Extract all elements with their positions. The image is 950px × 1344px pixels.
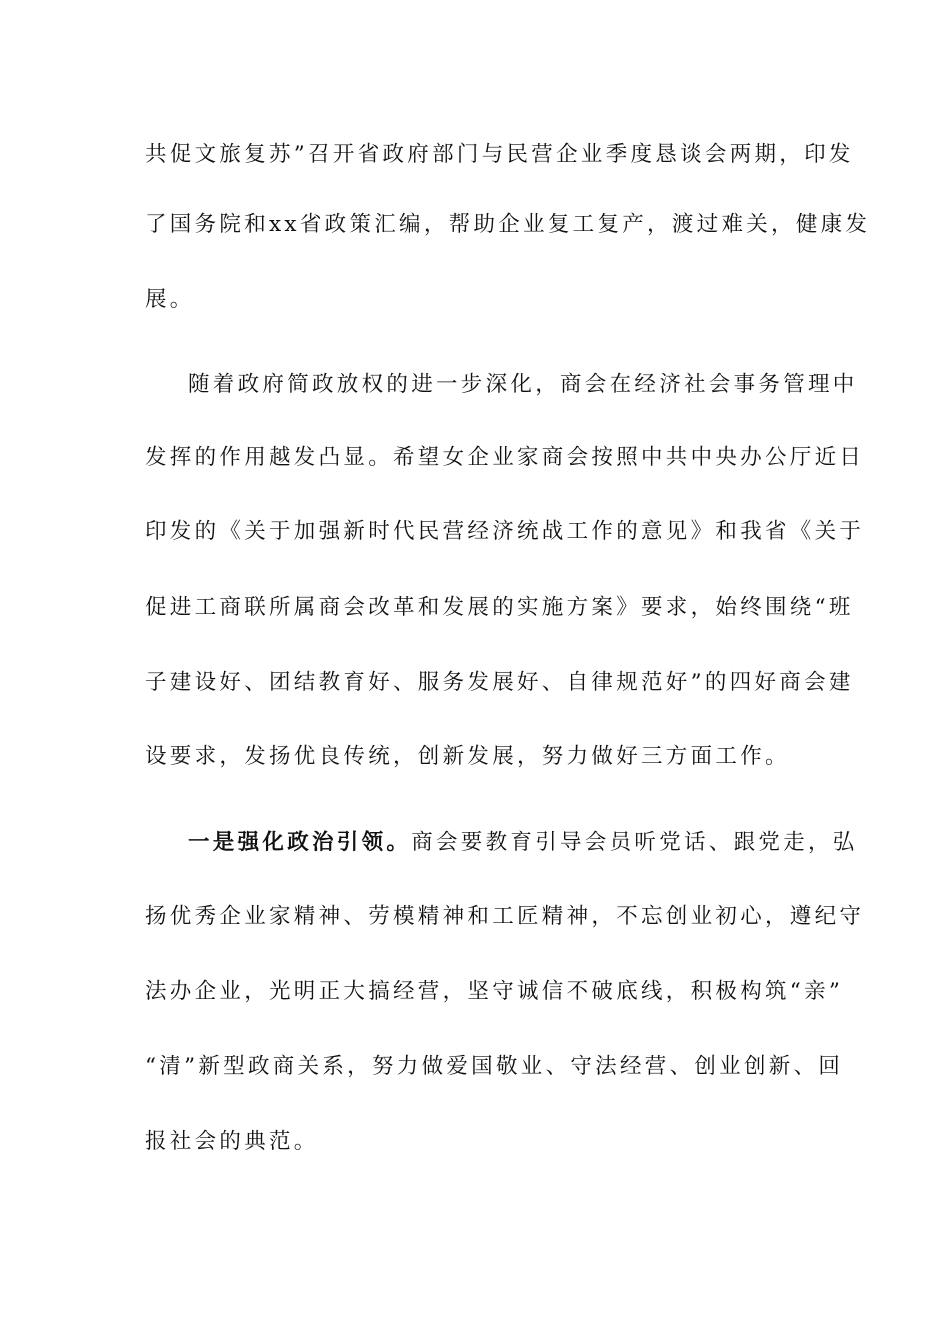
paragraph-2-line-1: 随着政府简政放权的进一步深化，商会在经济社会事务管理中 xyxy=(188,372,858,397)
paragraph-3-line-5: 报社会的典范。 xyxy=(145,1129,319,1154)
paragraph-2-line-6: 设要求，发扬优良传统，创新发展，努力做好三方面工作。 xyxy=(145,744,790,769)
paragraph-1-line-2: 了国务院和xx省政策汇编，帮助企业复工复产，渡过难关，健康发 xyxy=(145,212,871,237)
paragraph-3-lead-text: 商会要教育引导会员听党话、跟党走，弘 xyxy=(411,830,858,855)
paragraph-3-line-2: 扬优秀企业家精神、劳模精神和工匠精神，不忘创业初心，遵纪守 xyxy=(145,904,865,929)
paragraph-3-line-3: 法办企业，光明正大搞经营，坚守诚信不破底线，积极构筑“亲” xyxy=(145,979,844,1004)
paragraph-1-line-1: 共促文旅复苏”召开省政府部门与民营企业季度恳谈会两期，印发 xyxy=(145,142,854,167)
paragraph-2-line-4: 促进工商联所属商会改革和发展的实施方案》要求，始终围绕“班 xyxy=(145,595,854,620)
paragraph-3-line-1 xyxy=(188,828,858,858)
paragraph-2-line-2: 发挥的作用越发凸显。希望女企业家商会按照中共中央办公厅近日 xyxy=(145,445,865,470)
paragraph-2-line-3: 印发的《关于加强新时代民营经济统战工作的意见》和我省《关于 xyxy=(145,519,865,544)
paragraph-3-lead-heading: 一是强化政治引领。 xyxy=(188,830,412,855)
paragraph-2-line-5: 子建设好、团结教育好、服务发展好、自律规范好”的四好商会建 xyxy=(145,670,854,695)
paragraph-1-line-3: 展。 xyxy=(145,287,195,312)
paragraph-3-line-4: “清”新型政商关系，努力做爱国敬业、守法经营、创业创新、回 xyxy=(145,1054,844,1079)
